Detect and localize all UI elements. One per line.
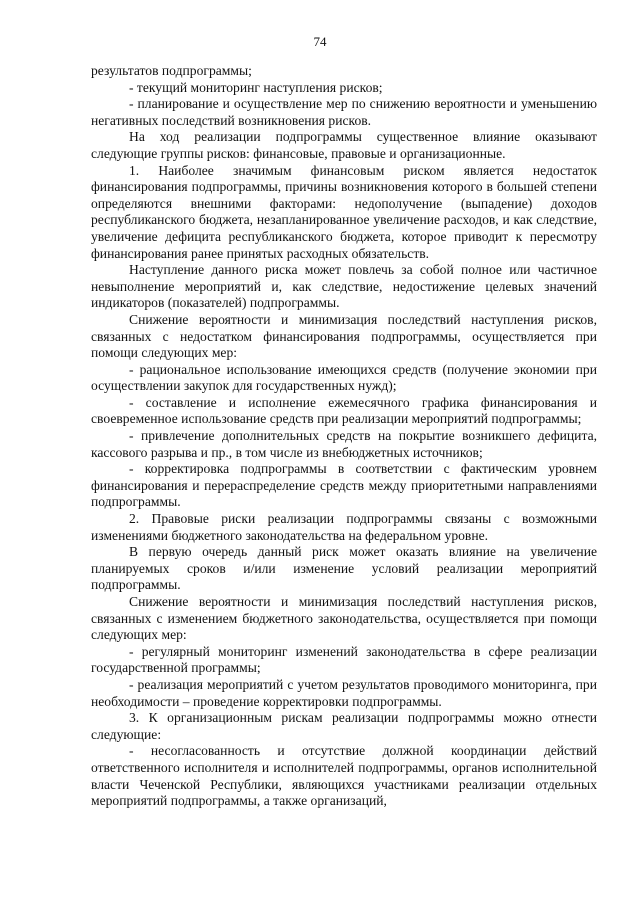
page-number: 74 bbox=[313, 34, 327, 49]
paragraph: Наступление данного риска может повлечь за собой полное или частичное невыполнение мероприятий и, как следствие, недостижение целевых значений индикаторов (показателей) подпрограммы. bbox=[91, 262, 597, 311]
document-body bbox=[91, 63, 597, 810]
paragraph: Снижение вероятности и минимизация последствий наступления рисков, связанных с недостатком финансирования подпрограммы, осуществляется при помощи следующих мер: bbox=[91, 311, 597, 361]
list-item: - планирование и осуществление мер по снижению вероятности и уменьшению негативных последствий возникновения рисков. bbox=[91, 96, 597, 128]
paragraph: На ход реализации подпрограммы существенное влияние оказывают следующие группы рисков: финансовые, правовые и организационные. bbox=[91, 129, 597, 161]
paragraph: Снижение вероятности и минимизация последствий наступления рисков, связанных с изменением бюджетного законодательства, осуществляется при помощи следующих мер: bbox=[91, 594, 597, 643]
list-item: - корректировка подпрограммы в соответствии с фактическим уровнем финансирования и перераспределение средств между приоритетными направлениями подпрограммы. bbox=[91, 461, 597, 510]
paragraph: 1. Наиболее значимым финансовым риском является недостаток финансирования подпрограммы, причины возникновения которого в большей степени определяются внешними факторами: недополучение (выпадение) доходов республиканского бюджета, незапланированное увеличение расходов, и как следствие, увеличение дефицита республиканского бюджета, которое приводит к пересмотру финансирования ранее принятых расходных обязательств. bbox=[91, 162, 597, 261]
list-item: - текущий мониторинг наступления рисков; bbox=[129, 79, 383, 95]
list-item: - привлечение дополнительных средств на покрытие возникшего дефицита, кассового разрыва и пр., в том числе из внебюджетных источников; bbox=[91, 428, 597, 460]
paragraph: 3. К организационным рискам реализации подпрограммы можно отнести следующие: bbox=[91, 710, 597, 742]
paragraph: В первую очередь данный риск может оказать влияние на увеличение планируемых сроков и/или изменение условий реализации мероприятий подпрограммы. bbox=[91, 544, 597, 593]
paragraph: результатов подпрограммы; bbox=[91, 63, 252, 78]
paragraph: 2. Правовые риски реализации подпрограммы связаны с возможными изменениями бюджетного законодательства на федеральном уровне. bbox=[91, 511, 597, 543]
list-item: - регулярный мониторинг изменений законодательства в сфере реализации государственной программы; bbox=[91, 643, 597, 676]
list-item: - составление и исполнение ежемесячного графика финансирования и своевременное использование средств при реализации мероприятий подпрограммы; bbox=[91, 394, 597, 427]
list-item: - рациональное использование имеющихся средств (получение экономии при осуществлении закупок для государственных нужд); bbox=[91, 361, 597, 394]
list-item: - несогласованность и отсутствие должной координации действий ответственного исполнителя и исполнителей подпрограммы, органов исполнительной власти Чеченской Республики, являющихся участниками реализации отдельных мероприятий подпрограммы, а также организаций, bbox=[91, 743, 597, 809]
list-item: - реализация мероприятий с учетом результатов проводимого мониторинга, при необходимости – проведение корректировки подпрограммы. bbox=[91, 676, 597, 709]
